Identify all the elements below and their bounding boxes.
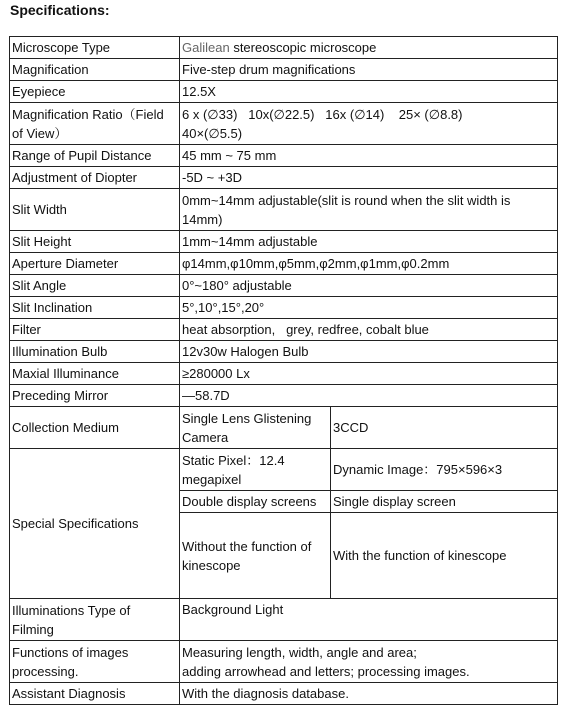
value-line: 0mm~14mm adjustable(slit is round when the slit width is bbox=[182, 192, 511, 208]
spec-label: Preceding Mirror bbox=[10, 385, 180, 407]
spec-value: 45 mm ~ 75 mm bbox=[180, 145, 558, 167]
table-row bbox=[10, 189, 558, 231]
spec-value: ≥280000 Lx bbox=[180, 363, 558, 385]
table-row bbox=[10, 253, 558, 275]
spec-value: heat absorption, grey, redfree, cobalt blue bbox=[180, 319, 558, 341]
spec-label: Eyepiece bbox=[10, 81, 180, 103]
spec-label: Assistant Diagnosis bbox=[10, 683, 180, 705]
spec-label: Aperture Diameter bbox=[10, 253, 180, 275]
value-line: Without the function of bbox=[182, 538, 312, 554]
spec-value: 1mm~14mm adjustable bbox=[180, 231, 558, 253]
table-row bbox=[10, 103, 558, 145]
spec-value: Dynamic Image：795×596×3 bbox=[331, 449, 558, 491]
table-row bbox=[10, 167, 558, 189]
label-line: Filming bbox=[12, 621, 54, 637]
spec-value bbox=[180, 513, 331, 599]
spec-label: Slit Inclination bbox=[10, 297, 180, 319]
label-line: Illuminations Type of bbox=[12, 602, 131, 618]
spec-label bbox=[10, 103, 180, 145]
spec-value bbox=[180, 407, 331, 449]
table-row bbox=[10, 683, 558, 705]
value-line: kinescope bbox=[182, 557, 241, 573]
label-line: processing. bbox=[12, 663, 79, 679]
table-row bbox=[10, 37, 558, 59]
spec-label: Magnification bbox=[10, 59, 180, 81]
value-line: Static Pixel：12.4 bbox=[182, 452, 285, 468]
label-line: of View） bbox=[12, 125, 68, 141]
spec-label: Range of Pupil Distance bbox=[10, 145, 180, 167]
spec-value: 12.5X bbox=[180, 81, 558, 103]
spec-label: Filter bbox=[10, 319, 180, 341]
table-row bbox=[10, 449, 558, 491]
table-row bbox=[10, 297, 558, 319]
spec-label: Special Specifications bbox=[10, 449, 180, 599]
spec-value-part: stereoscopic microscope bbox=[229, 40, 377, 55]
spec-label: Slit Width bbox=[10, 189, 180, 231]
spec-value: 3CCD bbox=[331, 407, 558, 449]
value-line: adding arrowhead and letters; processing images. bbox=[182, 663, 470, 679]
value-line: Single Lens Glistening bbox=[182, 410, 312, 426]
spec-value: Five-step drum magnifications bbox=[180, 59, 558, 81]
spec-label: Collection Medium bbox=[10, 407, 180, 449]
label-line: Functions of images bbox=[12, 644, 129, 660]
spec-value: 0°~180° adjustable bbox=[180, 275, 558, 297]
spec-value: Double display screens bbox=[180, 491, 331, 513]
label-line: Magnification Ratio（Field bbox=[12, 106, 164, 122]
value-line: 40×(∅5.5) bbox=[182, 125, 243, 141]
table-row bbox=[10, 59, 558, 81]
spec-value: —58.7D bbox=[180, 385, 558, 407]
spec-value bbox=[180, 449, 331, 491]
value-line: 14mm) bbox=[182, 211, 223, 227]
table-row bbox=[10, 231, 558, 253]
table-row bbox=[10, 341, 558, 363]
spec-label bbox=[10, 599, 180, 641]
spec-label: Slit Height bbox=[10, 231, 180, 253]
table-row bbox=[10, 641, 558, 683]
value-line: megapixel bbox=[182, 471, 242, 487]
spec-value: With the function of kinescope bbox=[331, 513, 558, 599]
spec-value: 5°,10°,15°,20° bbox=[180, 297, 558, 319]
value-line: Camera bbox=[182, 429, 229, 445]
spec-value: Single display screen bbox=[331, 491, 558, 513]
value-line: Measuring length, width, angle and area; bbox=[182, 644, 417, 660]
value-line: 6 x (∅33) 10x(∅22.5) 16x (∅14) 25× (∅8.8) bbox=[182, 106, 463, 122]
table-row bbox=[10, 81, 558, 103]
spec-label bbox=[10, 641, 180, 683]
table-row bbox=[10, 599, 558, 641]
spec-value: Background Light bbox=[180, 599, 558, 641]
table-row bbox=[10, 145, 558, 167]
table-row bbox=[10, 319, 558, 341]
spec-value bbox=[180, 103, 558, 145]
spec-value bbox=[180, 641, 558, 683]
spec-value-part: Galilean bbox=[182, 40, 230, 55]
spec-label: Illumination Bulb bbox=[10, 341, 180, 363]
table-row bbox=[10, 363, 558, 385]
table-row bbox=[10, 407, 558, 449]
table-row bbox=[10, 385, 558, 407]
spec-value: -5D ~ +3D bbox=[180, 167, 558, 189]
table-row bbox=[10, 275, 558, 297]
spec-label: Maxial Illuminance bbox=[10, 363, 180, 385]
spec-value bbox=[180, 37, 558, 59]
spec-value bbox=[180, 189, 558, 231]
page-title: Specifications: bbox=[10, 2, 110, 18]
spec-label: Slit Angle bbox=[10, 275, 180, 297]
spec-label: Adjustment of Diopter bbox=[10, 167, 180, 189]
spec-label: Microscope Type bbox=[10, 37, 180, 59]
spec-value: 12v30w Halogen Bulb bbox=[180, 341, 558, 363]
specifications-table bbox=[9, 36, 558, 705]
spec-value: With the diagnosis database. bbox=[180, 683, 558, 705]
spec-value: φ14mm,φ10mm,φ5mm,φ2mm,φ1mm,φ0.2mm bbox=[180, 253, 558, 275]
